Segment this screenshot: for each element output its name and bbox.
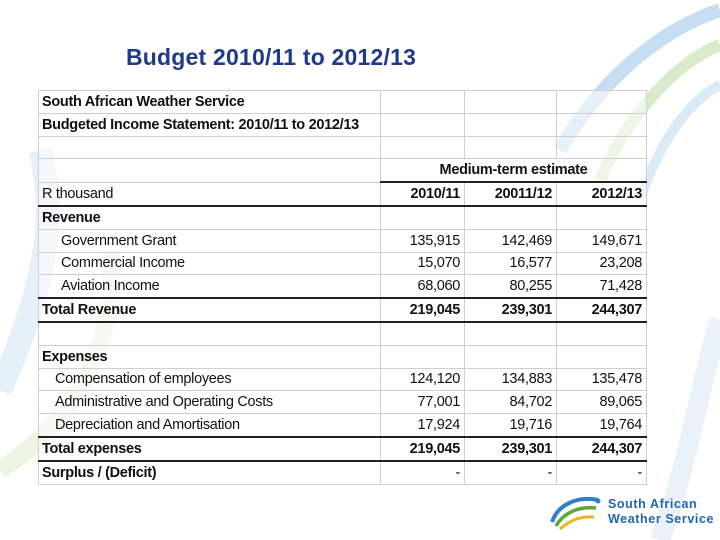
cell-value: 77,001 [381, 391, 465, 414]
row-label: Government Grant [39, 229, 381, 252]
total-value: 239,301 [465, 437, 557, 461]
section-row [39, 345, 647, 368]
surplus-row [39, 461, 647, 484]
total-expenses-label: Total expenses [39, 437, 381, 461]
row-label: Administrative and Operating Costs [39, 391, 381, 414]
table-row [39, 252, 647, 275]
table-row [39, 368, 647, 391]
cell-value: 84,702 [465, 391, 557, 414]
year-header: 2010/11 [381, 182, 465, 206]
cell-value: 135,915 [381, 229, 465, 252]
row-label: Aviation Income [39, 275, 381, 298]
table-row [39, 136, 647, 159]
surplus-label: Surplus / (Deficit) [39, 461, 381, 484]
total-value: 219,045 [381, 437, 465, 461]
expenses-label: Expenses [39, 345, 381, 368]
year-header: 2012/13 [557, 182, 647, 206]
cell-value: 135,478 [557, 368, 647, 391]
cell-value: 124,120 [381, 368, 465, 391]
revenue-label: Revenue [39, 206, 381, 229]
total-row [39, 437, 647, 461]
saws-logo [548, 492, 718, 532]
statement-title: Budgeted Income Statement: 2010/11 to 2012/13 [39, 113, 381, 136]
group-header: Medium-term estimate [381, 159, 647, 182]
cell-value: 134,883 [465, 368, 557, 391]
table-header-row [39, 182, 647, 206]
slide-title: Budget 2010/11 to 2012/13 [126, 44, 417, 70]
cell-value: 19,764 [557, 414, 647, 437]
cell-value: 71,428 [557, 275, 647, 298]
cell-value: - [465, 461, 557, 484]
total-row [39, 298, 647, 322]
total-revenue-label: Total Revenue [39, 298, 381, 322]
cell-value: 80,255 [465, 275, 557, 298]
cell-value: 19,716 [465, 414, 557, 437]
cell-value: 17,924 [381, 414, 465, 437]
total-value: 239,301 [465, 298, 557, 322]
logo-line-2: Weather Service [608, 512, 715, 526]
table-row [39, 275, 647, 298]
cell-value: 142,469 [465, 229, 557, 252]
table-row [39, 414, 647, 437]
cell-value: 68,060 [381, 275, 465, 298]
total-value: 219,045 [381, 298, 465, 322]
cell-value: 89,065 [557, 391, 647, 414]
total-value: 244,307 [557, 437, 647, 461]
cell-value: 16,577 [465, 252, 557, 275]
section-row [39, 206, 647, 229]
budget-table [38, 90, 647, 485]
table-row [39, 229, 647, 252]
row-label: Compensation of employees [39, 368, 381, 391]
table-row [39, 159, 647, 182]
org-name: South African Weather Service [39, 91, 381, 114]
saws-emblem-icon [548, 492, 604, 532]
unit-label: R thousand [39, 182, 381, 206]
cell-value: 15,070 [381, 252, 465, 275]
row-label: Commercial Income [39, 252, 381, 275]
table-row [39, 113, 647, 136]
table-row [39, 91, 647, 114]
year-header: 20011/12 [465, 182, 557, 206]
cell-value: 23,208 [557, 252, 647, 275]
total-value: 244,307 [557, 298, 647, 322]
cell-value: - [557, 461, 647, 484]
table-row [39, 322, 647, 345]
table-row [39, 391, 647, 414]
cell-value: 149,671 [557, 229, 647, 252]
logo-line-1: South African [608, 497, 698, 511]
row-label: Depreciation and Amortisation [39, 414, 381, 437]
cell-value: - [381, 461, 465, 484]
